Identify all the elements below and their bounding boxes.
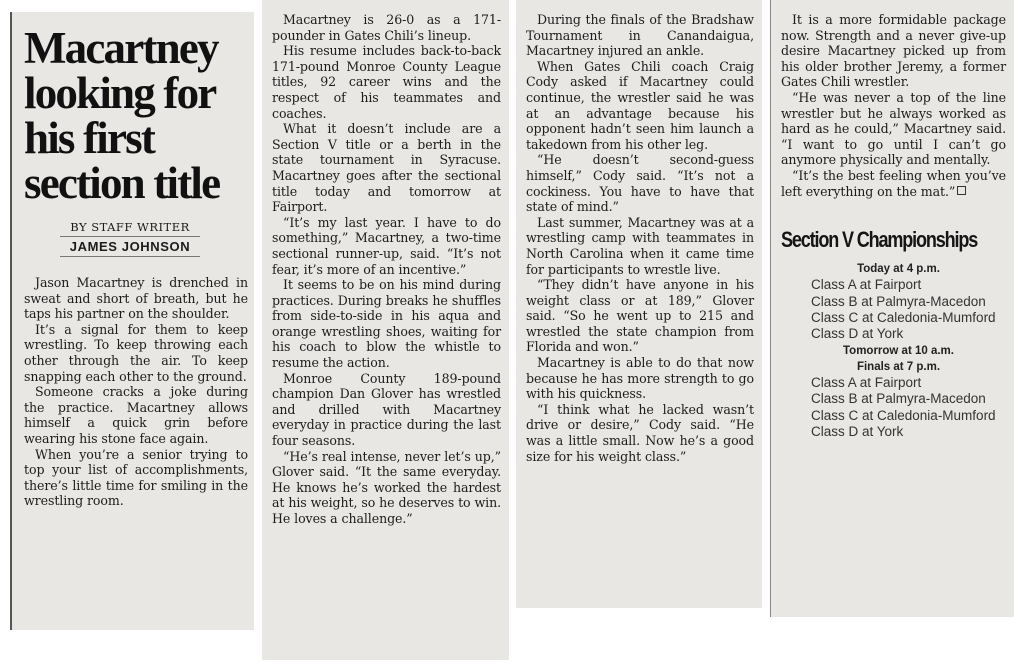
paragraph: “He’s real intense, never let’s up,” Glover said. “It the same everyday. He knows he’s worked the hardest at his weight, so he deserves to win. He loves a challenge.”	[272, 448, 501, 526]
schedule-item: Class A at Fairport	[811, 277, 922, 293]
schedule-box	[781, 227, 1006, 440]
paragraph: During the finals of the Bradshaw Tournament in Canandaigua, Macartney injured an ankle.	[526, 12, 754, 59]
article-body-col1	[24, 275, 248, 509]
paragraph-text: “It’s the best feeling when you’ve left everything on the mat.”	[781, 167, 1006, 199]
paragraph: “They didn’t have anyone in his weight class or at 189,” Glover said. “So he went up to 215 and wrestled the state champion from Florida and won.”	[526, 277, 754, 355]
article-body-col3	[526, 12, 754, 464]
paragraph	[781, 168, 1006, 199]
paragraph: Last summer, Macartney was at a wrestling camp with teammates in North Carolina when it came time for participants to wrestle live.	[526, 214, 754, 277]
schedule-title: Section V Championships	[781, 227, 978, 253]
paragraph: Macartney is able to do that now because he has more strength to go with his quickness.	[526, 355, 754, 402]
headline	[24, 23, 248, 208]
schedule-item: Class B at Palmyra-Macedon	[811, 391, 986, 407]
schedule-item: Class D at York	[811, 326, 904, 342]
schedule-header: Tomorrow at 10 a.m.	[843, 344, 954, 357]
paragraph: “I think what he lacked wasn’t drive or desire,” Cody said. “He was a little small. Now he’s a good size for his weight class.”	[526, 401, 754, 464]
paragraph: Macartney is 26-0 as a 171-pounder in Gates Chili’s lineup.	[272, 12, 501, 43]
schedule-item: Class C at Caledonia-Mumford	[811, 309, 996, 325]
schedule-item: Class B at Palmyra-Macedon	[811, 293, 986, 309]
headline-line: looking for	[24, 68, 216, 118]
clipping-column-4	[770, 0, 1014, 617]
headline-line: Macartney	[24, 23, 218, 73]
headline-line: section title	[24, 158, 220, 208]
paragraph: It’s a signal for them to keep wrestling. To keep throwing each other through the air. To keep snapping each other to the ground.	[24, 321, 248, 384]
author-name: JAMES JOHNSON	[60, 239, 200, 257]
article-body-col2	[272, 12, 501, 527]
paragraph: When Gates Chili coach Craig Cody asked if Macartney could continue, the wrestler said he was at an advantage because his opponent hadn’t seen him launch a takedown from his other leg.	[526, 58, 754, 152]
paragraph: When you’re a senior trying to top your list of accomplishments, there’s little time for smiling in the wrestling room.	[24, 446, 248, 509]
schedule-item: Class A at Fairport	[811, 374, 922, 390]
article-body-col4	[781, 12, 1006, 440]
paragraph: “He was never a top of the line wrestler but he always worked as hard as he could,” Macartney said. “I want to go until I can’t go anymore physically and mentally.	[781, 89, 1006, 168]
schedule-header: Today at 4 p.m.	[857, 263, 940, 276]
clipping-column-2	[262, 0, 509, 660]
clipping-column-1	[10, 12, 254, 630]
paragraph: Jason Macartney is drenched in sweat and short of breath, but he taps his partner on the shoulder.	[24, 275, 248, 322]
clipping-column-3	[516, 0, 762, 608]
paragraph: Someone cracks a joke during the practice. Macartney allows himself a quick grin before wearing his stone face again.	[24, 384, 248, 446]
end-mark-icon	[957, 186, 966, 195]
schedule-item: Class C at Caledonia-Mumford	[811, 407, 996, 423]
schedule-item: Class D at York	[811, 423, 904, 439]
schedule-header: Finals at 7 p.m.	[856, 360, 941, 373]
headline-line: his first	[24, 113, 155, 163]
byline: BY STAFF WRITER	[60, 220, 200, 237]
paragraph: What it doesn’t include are a Section V title or a berth in the state tournament in Syracuse. Macartney goes after the sectional title today and tomorrow at Fairport.	[272, 121, 501, 215]
paragraph: Monroe County 189-pound champion Dan Glover has wrestled and drilled with Macartney everyday in practice during the last four seasons.	[272, 370, 501, 449]
schedule-list	[781, 261, 1006, 440]
paragraph: “He doesn’t second-guess himself,” Cody said. “It’s not a cockiness. You have to have that state of mind.”	[526, 152, 754, 215]
paragraph: It seems to be on his mind during practices. During breaks he shuffles from side-to-side in his aqua and orange wrestling shoes, waiting for his coach to blow the whistle to resume the action.	[272, 277, 501, 371]
paragraph: His resume includes back-to-back 171-pound Monroe County League titles, 92 career wins and the respect of his teammates and coaches.	[272, 43, 501, 121]
paragraph: It is a more formidable package now. Strength and a never give-up desire Macartney picked up from his older brother Jeremy, a former Gates Chili wrestler.	[781, 12, 1006, 90]
paragraph: “It’s my last year. I have to do something,” Macartney, a two-time sectional runner-up, said. “It’s not fear, it’s more of an incentive.”	[272, 214, 501, 277]
